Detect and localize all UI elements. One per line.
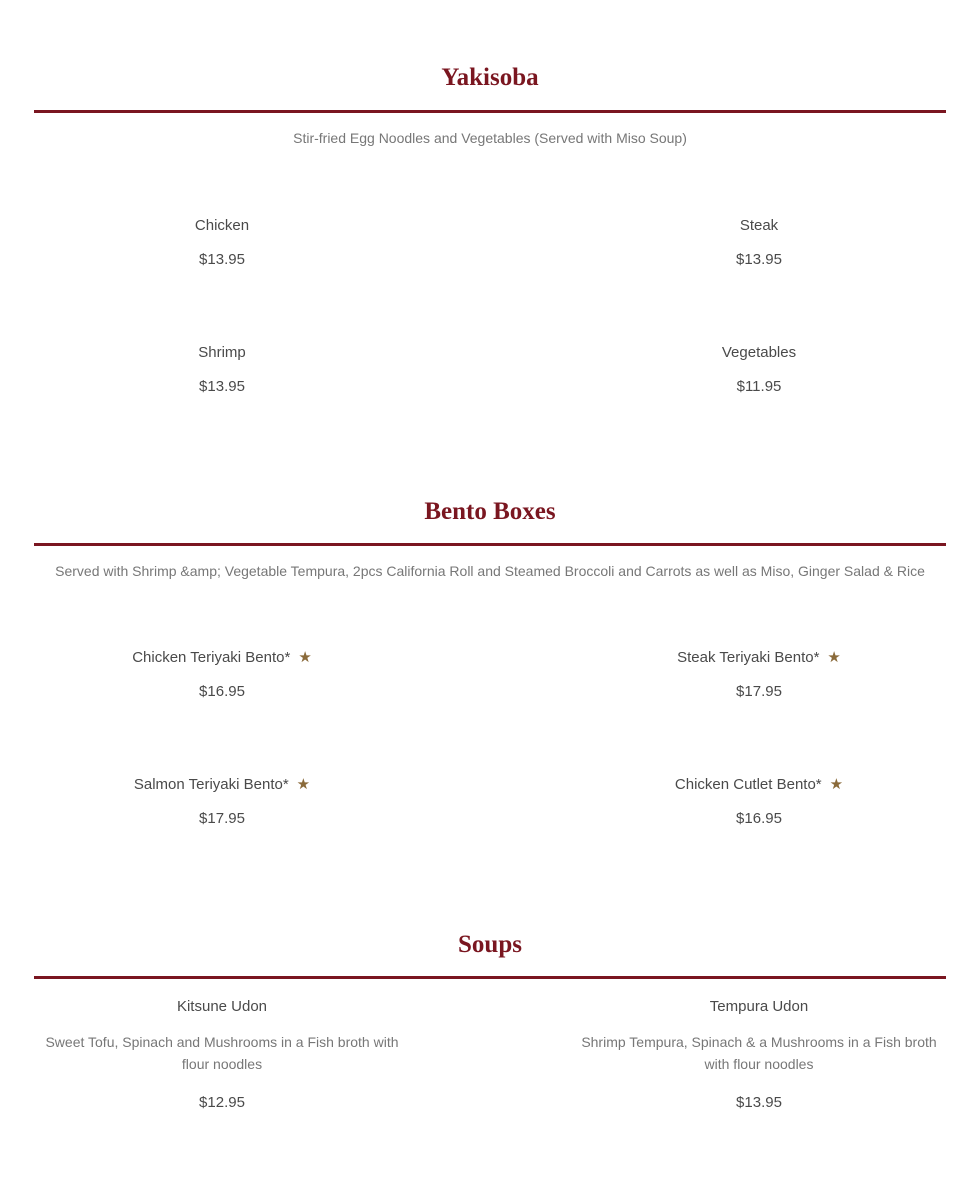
menu-item-description: Shrimp Tempura, Spinach & a Mushrooms in a Fish broth with flour noodles xyxy=(581,1034,937,1072)
menu-item-price: $17.95 xyxy=(736,683,782,700)
bento-divider xyxy=(34,543,946,546)
bento-title: Bento Boxes xyxy=(424,498,556,525)
menu-item-price: $16.95 xyxy=(199,683,245,700)
menu-item-chicken xyxy=(32,216,412,270)
menu-item-name: Shrimp xyxy=(198,344,246,361)
menu-item-name: Chicken Cutlet Bento* xyxy=(674,776,822,793)
star-icon: ★ xyxy=(296,776,311,793)
menu-item-steak-teriyaki-bento xyxy=(569,648,949,702)
menu-item-name-row xyxy=(32,775,412,795)
menu-item-price: $13.95 xyxy=(199,378,245,395)
menu-item-chicken-cutlet-bento xyxy=(569,775,949,829)
menu-item-name-row xyxy=(569,648,949,668)
bento-subtitle: Served with Shrimp &amp; Vegetable Tempura, 2pcs California Roll and Steamed Broccoli and Carrots as well as Miso, Ginger Salad & Rice xyxy=(55,563,925,579)
menu-item-name: Salmon Teriyaki Bento* xyxy=(133,776,289,793)
menu-item-steak xyxy=(569,216,949,270)
menu-item-shrimp xyxy=(32,343,412,397)
yakisoba-divider xyxy=(34,110,946,113)
menu-item-salmon-teriyaki-bento xyxy=(32,775,412,829)
menu-item-price: $12.95 xyxy=(199,1094,245,1111)
menu-item-name: Vegetables xyxy=(721,344,797,361)
soups-title: Soups xyxy=(458,931,522,958)
star-icon: ★ xyxy=(298,649,312,666)
menu-item-vegetables xyxy=(569,343,949,397)
menu-item-price: $16.95 xyxy=(736,810,782,827)
menu-item-name: Chicken Teriyaki Bento* xyxy=(132,649,291,666)
soups-divider xyxy=(34,976,946,979)
star-icon: ★ xyxy=(829,776,844,793)
menu-item-description: Sweet Tofu, Spinach and Mushrooms in a Fish broth with flour noodles xyxy=(45,1034,399,1072)
menu-item-name: Steak xyxy=(739,217,779,234)
menu-item-kitsune-udon xyxy=(32,997,412,1113)
star-icon: ★ xyxy=(827,649,841,666)
yakisoba-subtitle: Stir-fried Egg Noodles and Vegetables (Served with Miso Soup) xyxy=(293,130,687,146)
menu-item-price: $13.95 xyxy=(736,251,782,268)
menu-item-chicken-teriyaki-bento xyxy=(32,648,412,702)
menu-item-name-row xyxy=(569,775,949,795)
menu-item-tempura-udon xyxy=(569,997,949,1113)
yakisoba-title: Yakisoba xyxy=(441,64,539,91)
menu-item-price: $13.95 xyxy=(736,1094,782,1111)
menu-item-name: Tempura Udon xyxy=(709,998,809,1015)
menu-item-name-row xyxy=(32,648,412,668)
menu-item-name: Chicken xyxy=(194,217,250,234)
menu-item-name: Kitsune Udon xyxy=(176,998,268,1015)
menu-item-name: Steak Teriyaki Bento* xyxy=(677,649,820,666)
menu-item-price: $13.95 xyxy=(199,251,245,268)
menu-item-price: $11.95 xyxy=(736,378,782,395)
menu-item-price: $17.95 xyxy=(199,810,245,827)
